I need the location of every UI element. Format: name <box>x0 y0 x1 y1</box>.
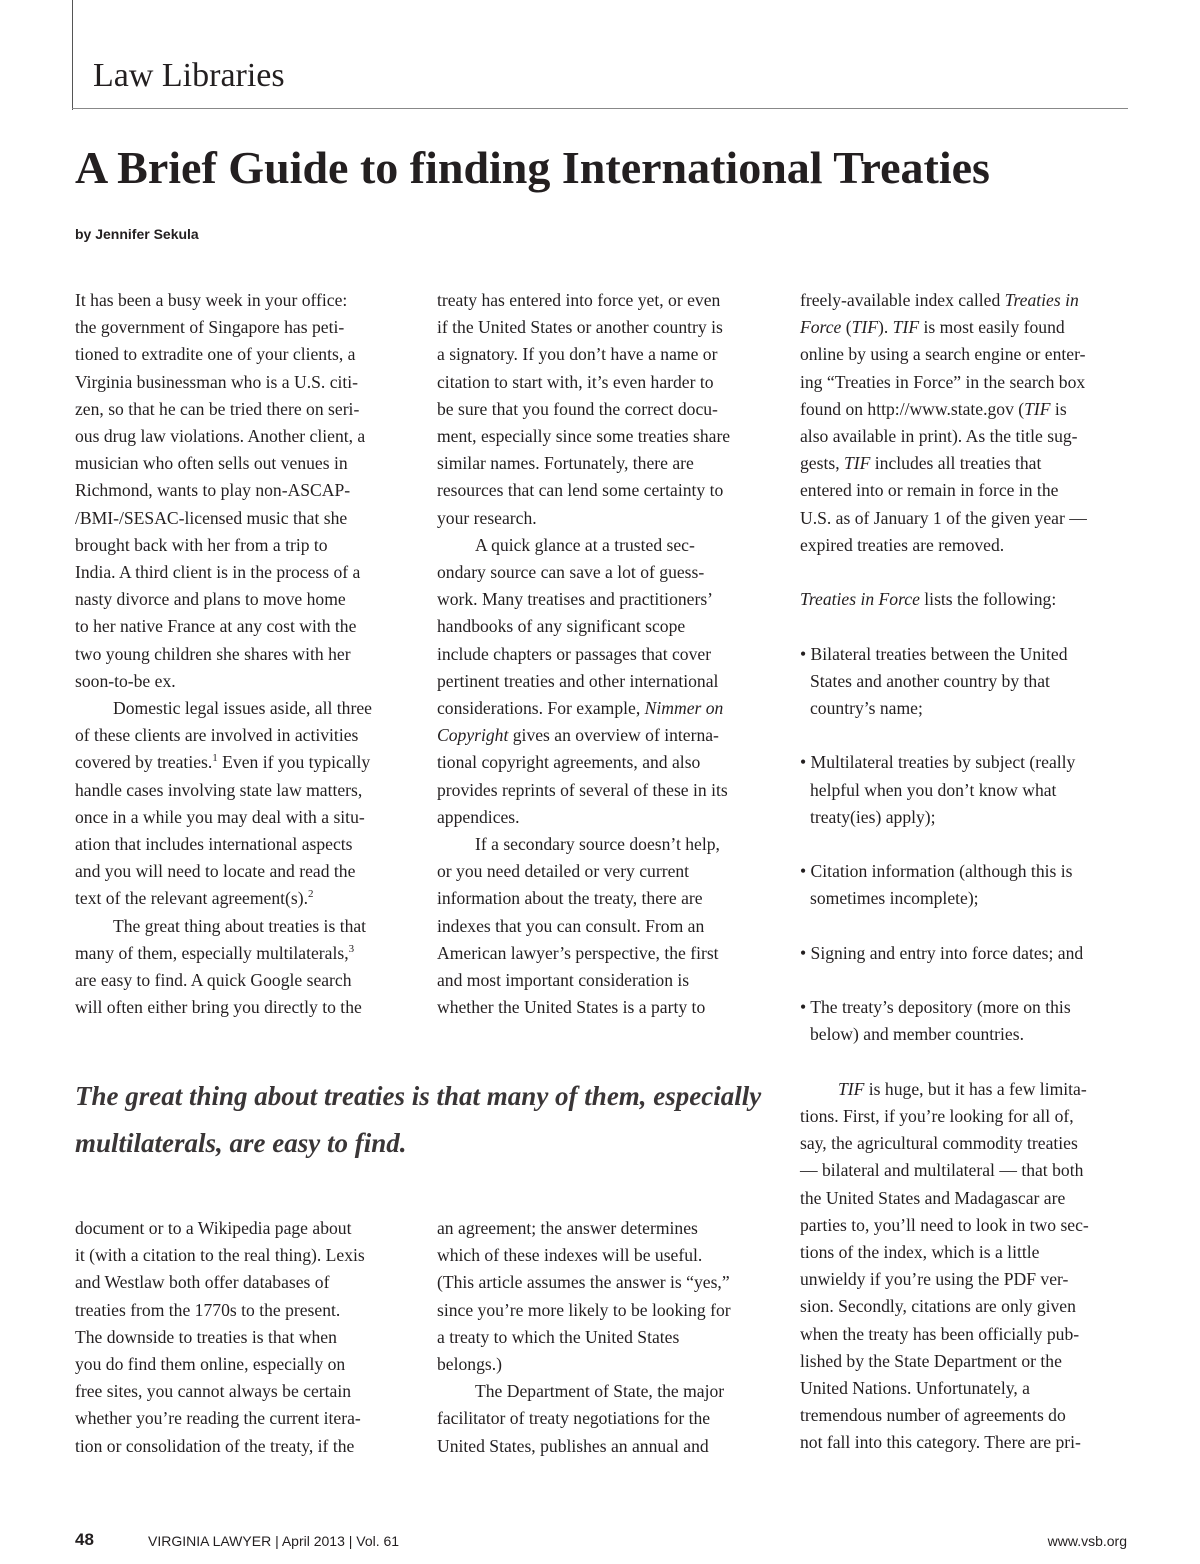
text-line: of these clients are involved in activities <box>75 725 359 746</box>
text-line: whether the United States is a party to <box>437 997 706 1018</box>
text-line: resources that can lend some certainty to <box>437 480 724 501</box>
text-line <box>800 287 1130 314</box>
text-line: United Nations. Unfortunately, a <box>800 1378 1030 1399</box>
text-line: ondary source can save a lot of guess- <box>437 562 705 583</box>
text-line: It has been a busy week in your office: <box>75 290 348 310</box>
italic-run: TIF <box>892 317 920 338</box>
text-line: and you will need to locate and read the <box>75 861 356 882</box>
text-line: sometimes incomplete); <box>810 888 979 909</box>
column-1-top <box>75 287 405 1021</box>
italic-run: TIF <box>838 1078 865 1099</box>
text-line: tional copyright agreements, and also <box>437 752 701 773</box>
spacer <box>800 722 1130 749</box>
text-line: since you’re more likely to be looking for <box>437 1299 731 1320</box>
text-line: American lawyer’s perspective, the first <box>437 942 719 963</box>
text-line: document or to a Wikipedia page about <box>75 1218 352 1238</box>
text-line: if the United States or another country is <box>437 317 723 338</box>
text-line: appendices. <box>437 806 520 827</box>
text-line: not fall into this category. There are pri- <box>800 1432 1081 1453</box>
column-2-top <box>437 287 767 1021</box>
text-line <box>437 722 767 749</box>
text-line: musician who often sells out venues in <box>75 453 348 474</box>
text-line: and Westlaw both offer databases of <box>75 1272 330 1293</box>
bullet-line: • Signing and entry into force dates; and <box>800 942 1084 963</box>
text-line: a signatory. If you don’t have a name or <box>437 344 718 365</box>
text-line <box>437 695 767 722</box>
text-line: sion. Secondly, citations are only given <box>800 1296 1076 1317</box>
bullet-line: • Citation information (although this is <box>800 861 1073 882</box>
text-line: handle cases involving state law matters, <box>75 779 363 800</box>
website-url: www.vsb.org <box>1047 1533 1127 1549</box>
spacer <box>800 913 1130 940</box>
text-line <box>800 314 1130 341</box>
text-line: the United States and Madagascar are <box>800 1187 1066 1208</box>
text-run: gives an overview of interna- <box>508 725 719 746</box>
text-line: free sites, you cannot always be certain <box>75 1381 352 1402</box>
text-line: once in a while you may deal with a situ- <box>75 806 365 827</box>
spacer <box>800 613 1130 640</box>
text-line: treaties from the 1770s to the present. <box>75 1299 341 1320</box>
spacer <box>800 1049 1130 1076</box>
text-line: tions of the index, which is a little <box>800 1242 1040 1262</box>
text-line: tioned to extradite one of your clients, a <box>75 344 356 365</box>
article-title: A Brief Guide to finding International Treaties <box>75 142 990 193</box>
italic-run: TIF <box>1024 398 1051 419</box>
text-line: tion or consolidation of the treaty, if the <box>75 1435 355 1456</box>
text-line: country’s name; <box>810 698 923 719</box>
text-line: below) and member countries. <box>810 1024 1024 1045</box>
text-line: zen, so that he can be tried there on seri- <box>75 398 360 419</box>
text-line: work. Many treatises and practitioners’ <box>437 589 714 610</box>
text-line <box>800 396 1130 423</box>
column-2-bottom <box>437 1215 767 1460</box>
text-line: two young children she shares with her <box>75 643 351 664</box>
text-line: or you need detailed or very current <box>437 861 690 882</box>
text-run: gests, <box>800 453 844 474</box>
bullet-line: • Multilateral treaties by subject (really <box>800 752 1076 773</box>
text-line: include chapters or passages that cover <box>437 643 712 664</box>
italic-run: Copyright <box>437 725 509 746</box>
text-line: lished by the State Department or the <box>800 1350 1062 1371</box>
text-line: belongs.) <box>437 1354 502 1375</box>
text-line: ous drug law violations. Another client, a <box>75 426 366 447</box>
text-line: when the treaty has been officially pub- <box>800 1323 1080 1344</box>
text-line: brought back with her from a trip to <box>75 534 328 555</box>
text-line: ment, especially since some treaties share <box>437 426 731 447</box>
text-line: expired treaties are removed. <box>800 534 1005 555</box>
text-run: many of them, especially multilaterals, <box>75 942 349 963</box>
text-line: States and another country by that <box>810 670 1050 691</box>
text-line: to her native France at any cost with the <box>75 616 357 637</box>
text-line: If a secondary source doesn’t help, <box>475 834 720 855</box>
text-line: India. A third client is in the process of a <box>75 562 361 583</box>
text-line: which of these indexes will be useful. <box>437 1245 703 1266</box>
text-line: — bilateral and multilateral — that both <box>800 1160 1084 1181</box>
column-1-bottom <box>75 1215 405 1460</box>
text-line <box>800 450 1130 477</box>
pull-quote-line: The great thing about treaties is that many of them, especially <box>75 1081 762 1111</box>
text-line: and most important consideration is <box>437 970 690 991</box>
text-line: you do find them online, especially on <box>75 1354 346 1375</box>
italic-run: Nimmer on <box>644 698 724 719</box>
spacer <box>800 559 1130 586</box>
text-line: /BMI-/SESAC-licensed music that she <box>75 507 348 528</box>
italic-run: Treaties in <box>1004 290 1079 310</box>
text-line: similar names. Fortunately, there are <box>437 453 694 474</box>
text-line: a treaty to which the United States <box>437 1326 680 1347</box>
spacer <box>800 967 1130 994</box>
bullet-line: • Bilateral treaties between the United <box>800 643 1068 664</box>
text-line: be sure that you found the correct docu- <box>437 398 718 419</box>
pull-quote-line: multilaterals, are easy to find. <box>75 1128 407 1158</box>
footnote-ref: 1 <box>212 752 218 765</box>
column-3 <box>800 287 1130 1457</box>
italic-run: TIF <box>851 317 879 338</box>
publication-info: VIRGINIA LAWYER | April 2013 | Vol. 61 <box>148 1533 400 1549</box>
text-line: U.S. as of January 1 of the given year — <box>800 507 1087 528</box>
italic-run: TIF <box>843 453 871 474</box>
text-line: citation to start with, it’s even harder to <box>437 371 714 392</box>
bullet-line: • The treaty’s depository (more on this <box>800 997 1071 1018</box>
text-run: is <box>1050 398 1067 419</box>
text-line: entered into or remain in force in the <box>800 480 1059 501</box>
text-run: covered by treaties. <box>75 752 213 773</box>
text-line: provides reprints of several of these in its <box>437 779 728 800</box>
text-line: unwieldy if you’re using the PDF ver- <box>800 1269 1069 1290</box>
text-run: found on http://www.state.gov ( <box>800 398 1025 419</box>
text-line: helpful when you don’t know what <box>810 779 1057 800</box>
page-footer <box>75 1527 1127 1553</box>
text-line: will often either bring you directly to the <box>75 997 362 1018</box>
text-run: freely-available index called <box>800 290 1005 310</box>
text-run: ). <box>878 317 893 338</box>
text-line: Virginia businessman who is a U.S. citi- <box>75 371 359 392</box>
text-line: The Department of State, the major <box>475 1381 725 1402</box>
italic-run: Force <box>800 317 842 338</box>
spacer <box>800 831 1130 858</box>
text-line: an agreement; the answer determines <box>437 1218 698 1238</box>
text-line: ing “Treaties in Force” in the search box <box>800 371 1086 392</box>
text-line: United States, publishes an annual and <box>437 1435 709 1456</box>
text-line: The downside to treaties is that when <box>75 1326 337 1347</box>
text-run: is huge, but it has a few limita- <box>864 1078 1087 1099</box>
byline: by Jennifer Sekula <box>75 226 199 242</box>
page-number: 48 <box>75 1530 94 1549</box>
text-line: online by using a search engine or enter- <box>800 344 1086 365</box>
text-line: soon-to-be ex. <box>75 670 176 691</box>
text-line: handbooks of any significant scope <box>437 616 686 637</box>
text-run: is most easily found <box>919 317 1065 338</box>
text-run: considerations. For example, <box>437 698 645 719</box>
text-line: A quick glance at a trusted sec- <box>475 534 695 555</box>
text-line <box>800 586 1130 613</box>
text-line: (This article assumes the answer is “yes,” <box>437 1272 730 1293</box>
section-label: Law Libraries <box>93 57 285 94</box>
text-line: the government of Singapore has peti- <box>75 317 345 338</box>
header-rule-vertical <box>72 0 73 110</box>
text-line <box>75 885 405 912</box>
text-line: indexes that you can consult. From an <box>437 915 705 936</box>
text-line: Domestic legal issues aside, all three <box>113 698 372 719</box>
text-run: Even if you typically <box>217 752 371 773</box>
text-line <box>75 749 405 776</box>
text-line: parties to, you’ll need to look in two sec- <box>800 1214 1089 1235</box>
text-line: also available in print). As the title sug- <box>800 426 1078 447</box>
text-line: information about the treaty, there are <box>437 888 703 909</box>
text-line: Richmond, wants to play non-ASCAP- <box>75 480 351 501</box>
text-line <box>800 1076 1130 1103</box>
text-line: treaty(ies) apply); <box>810 806 936 827</box>
text-line: say, the agricultural commodity treaties <box>800 1133 1078 1154</box>
italic-run: Treaties in Force <box>800 589 920 610</box>
text-line: facilitator of treaty negotiations for the <box>437 1408 711 1429</box>
text-run: ( <box>841 317 852 338</box>
text-line: treaty has entered into force yet, or even <box>437 290 721 310</box>
text-run: text of the relevant agreement(s). <box>75 888 309 909</box>
text-line: whether you’re reading the current itera- <box>75 1408 361 1429</box>
text-line: ation that includes international aspects <box>75 834 353 855</box>
text-line: pertinent treaties and other international <box>437 670 719 691</box>
text-line: your research. <box>437 507 537 528</box>
footnote-ref: 3 <box>348 943 355 956</box>
text-run: includes all treaties that <box>870 453 1042 474</box>
text-line: The great thing about treaties is that <box>113 915 367 936</box>
footnote-ref: 2 <box>308 888 314 901</box>
text-line: tions. First, if you’re looking for all of, <box>800 1105 1074 1126</box>
text-line: are easy to find. A quick Google search <box>75 970 352 991</box>
header-rule-horizontal <box>72 108 1128 109</box>
text-run: lists the following: <box>919 589 1057 610</box>
text-line: tremendous number of agreements do <box>800 1405 1066 1426</box>
text-line: it (with a citation to the real thing). Lexis <box>75 1245 365 1266</box>
text-line <box>75 940 405 967</box>
pull-quote <box>75 1073 775 1167</box>
text-line: nasty divorce and plans to move home <box>75 589 346 610</box>
